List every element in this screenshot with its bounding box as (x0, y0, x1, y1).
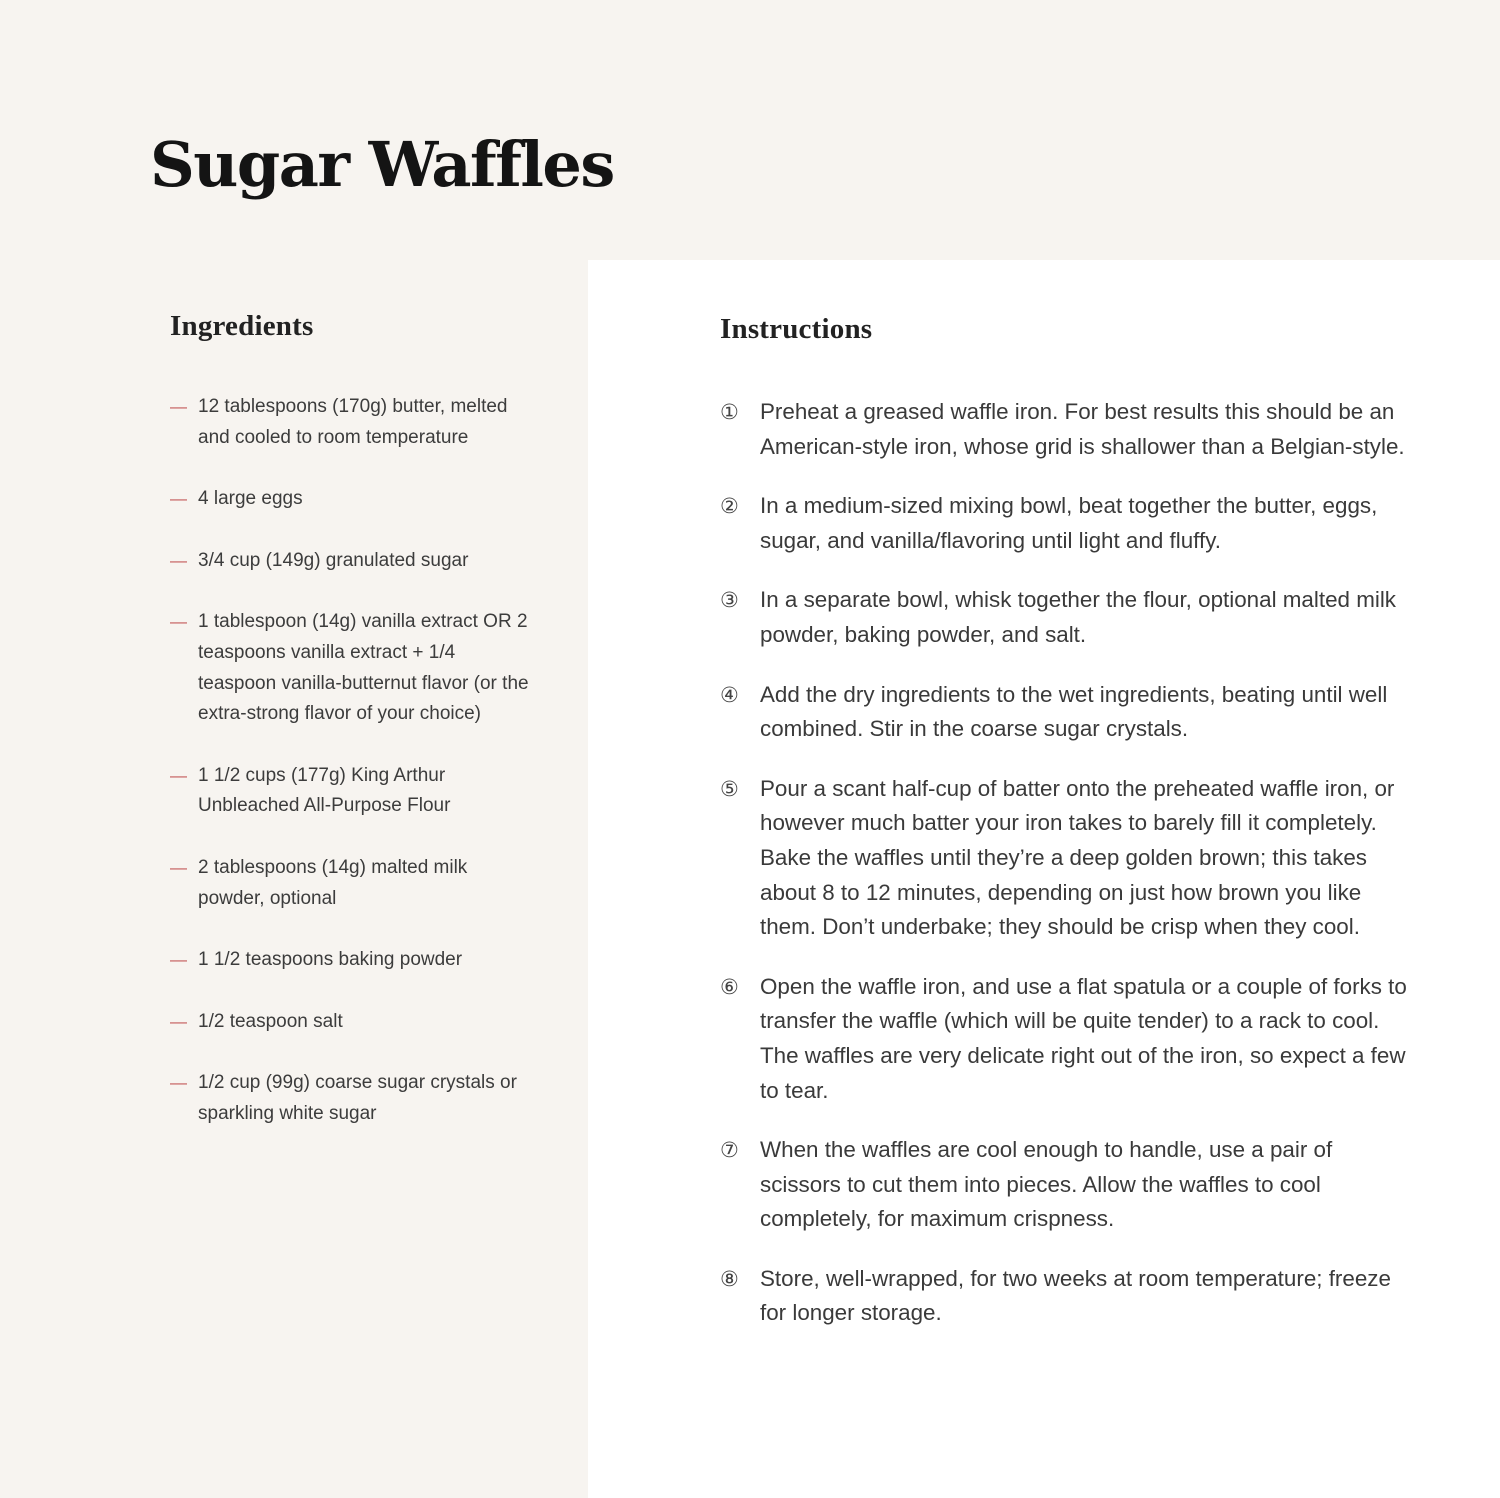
instruction-step (720, 1262, 1410, 1331)
ingredients-list (170, 392, 530, 1161)
instructions-list (720, 395, 1410, 1356)
step-number-icon: ④ (720, 682, 739, 707)
instruction-step (720, 1133, 1410, 1237)
step-text: Store, well-wrapped, for two weeks at room temperature; freeze for longer storage. (760, 1265, 1391, 1326)
dash-bullet-icon: — (170, 1011, 187, 1031)
ingredient-item (170, 853, 530, 914)
dash-bullet-icon: — (170, 397, 187, 416)
instructions-heading: Instructions (720, 313, 873, 345)
step-text: Add the dry ingredients to the wet ingredients, beating until well combined. Stir in the coarse sugar crystals. (760, 681, 1388, 742)
ingredient-text: 1/2 teaspoon salt (198, 1010, 343, 1032)
ingredient-item (170, 546, 530, 577)
instruction-step (720, 970, 1410, 1108)
ingredient-text: 2 tablespoons (14g) malted milk powder, optional (198, 856, 468, 909)
ingredient-text: 3/4 cup (149g) granulated sugar (198, 549, 469, 571)
instruction-step (720, 489, 1410, 558)
ingredient-text: 4 large eggs (198, 488, 303, 510)
ingredient-item (170, 945, 530, 976)
instruction-step (720, 772, 1410, 945)
dash-bullet-icon: — (170, 612, 187, 632)
ingredient-item (170, 761, 530, 822)
step-text: Preheat a greased waffle iron. For best results this should be an American-style iron, whose grid is shallower than a Belgian-style. (760, 399, 1405, 459)
ingredient-item (170, 1007, 530, 1038)
ingredient-item (170, 1068, 530, 1129)
ingredient-text: 1 1/2 teaspoons baking powder (198, 949, 463, 971)
step-number-icon: ⑧ (720, 1266, 739, 1291)
step-text: In a medium-sized mixing bowl, beat together the butter, eggs, sugar, and vanilla/flavoring until light and fluffy. (760, 493, 1378, 553)
step-text: Open the waffle iron, and use a flat spatula or a couple of forks to transfer the waffle (which will be quite tender) to a rack to cool. The waffles are very delicate right out of the iron, so expect a few to tear. (760, 973, 1407, 1103)
ingredient-item (170, 607, 530, 729)
instruction-step (720, 583, 1410, 652)
dash-bullet-icon: — (170, 1073, 187, 1093)
page-title: Sugar Waffles (150, 128, 614, 201)
dash-bullet-icon: — (170, 489, 187, 509)
step-text: In a separate bowl, whisk together the flour, optional malted milk powder, baking powder, and salt. (760, 587, 1396, 647)
dash-bullet-icon: — (170, 765, 187, 785)
ingredient-item (170, 392, 530, 453)
ingredient-text: 1 1/2 cups (177g) King Arthur Unbleached All-Purpose Flour (198, 764, 451, 817)
step-number-icon: ① (720, 400, 739, 424)
ingredient-item (170, 484, 530, 515)
ingredient-text: 1/2 cup (99g) coarse sugar crystals or sparkling white sugar (198, 1072, 517, 1124)
ingredients-heading: Ingredients (170, 310, 314, 342)
step-number-icon: ② (720, 494, 739, 519)
ingredient-text: 12 tablespoons (170g) butter, melted and cooled to room temperature (198, 396, 508, 448)
step-number-icon: ③ (720, 588, 739, 613)
step-number-icon: ⑦ (720, 1138, 739, 1163)
step-text: When the waffles are cool enough to handle, use a pair of scissors to cut them into pieces. Allow the waffles to cool completely, for maximum crispness. (760, 1137, 1333, 1232)
ingredient-text: 1 tablespoon (14g) vanilla extract OR 2 teaspoons vanilla extract + 1/4 teaspoon vanilla-butternut flavor (or the extra-strong flavor of your choice) (198, 611, 529, 725)
instruction-step (720, 678, 1410, 747)
step-number-icon: ⑥ (720, 974, 739, 999)
dash-bullet-icon: — (170, 857, 187, 877)
dash-bullet-icon: — (170, 950, 187, 970)
dash-bullet-icon: — (170, 550, 187, 570)
step-text: Pour a scant half-cup of batter onto the preheated waffle iron, or however much batter your iron takes to barely fill it completely. Bake the waffles until they’re a deep golden brown; this takes about 8 to 12 minutes, depending on just how brown you like them. Don’t underbake; they should be crisp when they cool. (760, 775, 1395, 940)
instruction-step (720, 395, 1410, 464)
step-number-icon: ⑤ (720, 776, 739, 801)
